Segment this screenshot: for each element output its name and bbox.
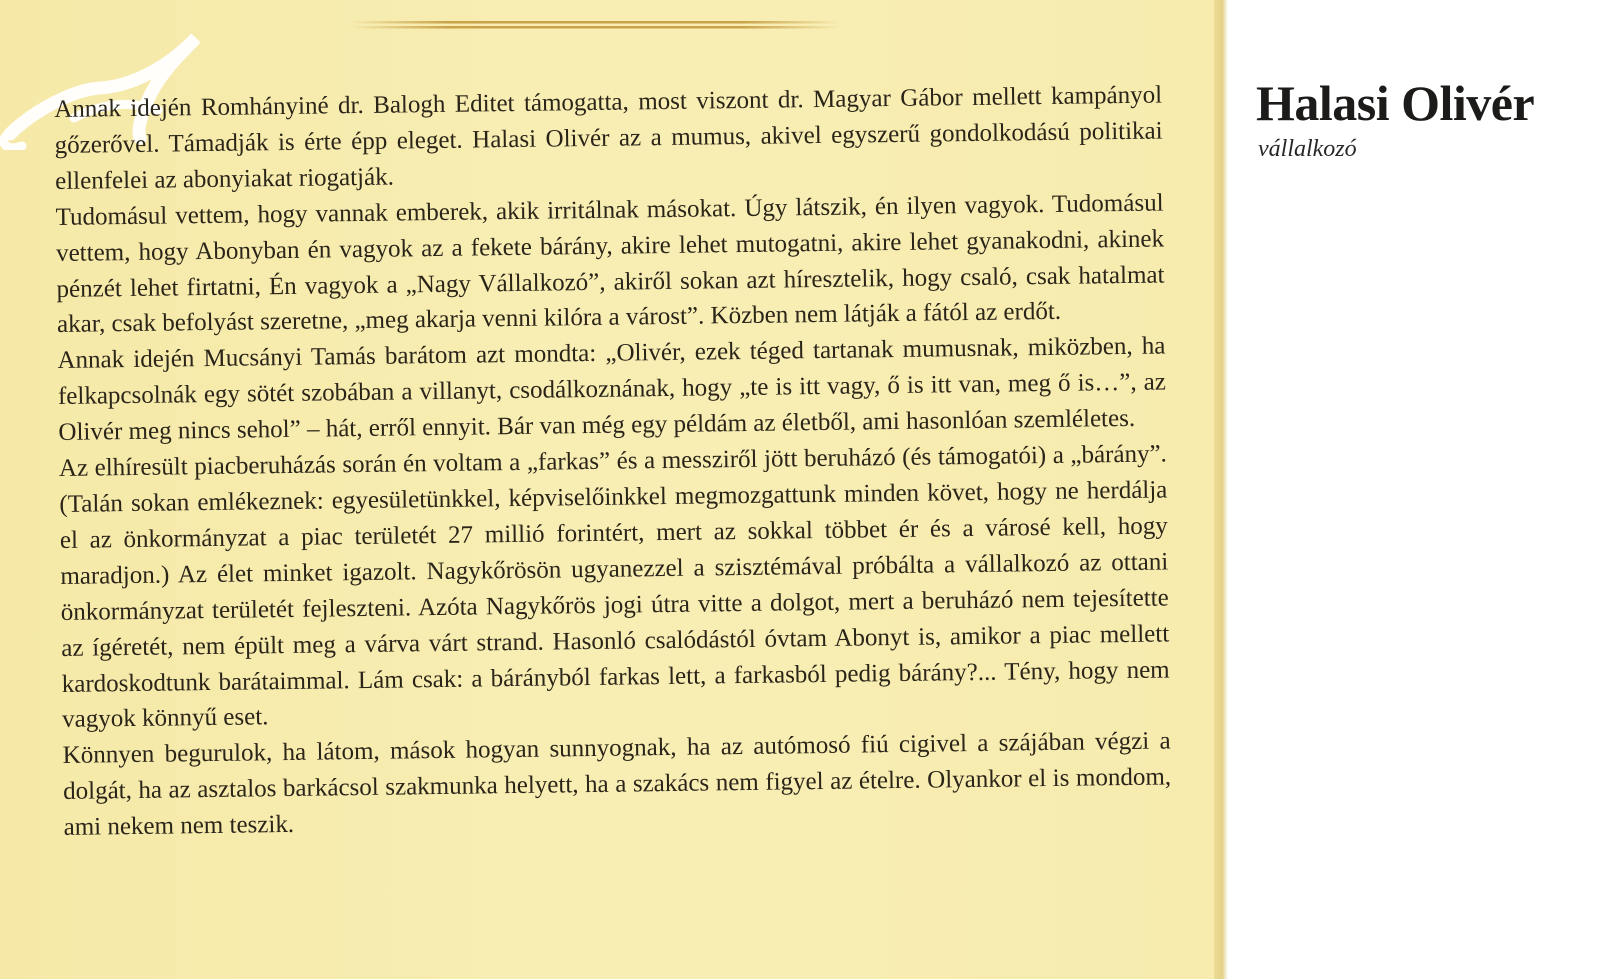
- paper-edge-shadow: [1214, 0, 1228, 979]
- gold-ornament-rule: [350, 18, 840, 32]
- author-role: vállalkozó: [1258, 136, 1357, 162]
- author-name: Halasi Olivér: [1256, 75, 1535, 131]
- article-paragraph: Annak idején Romhányiné dr. Balogh Editet támogatta, most viszont dr. Magyar Gábor mellett kampányol gőzerővel. Támadják is érte épp eleget. Halasi Olivér az a mumus, akivel egyszerű gondolkodású politikai ellenfelei az abonyiakat riogatják.: [54, 81, 1163, 195]
- article-paragraph: Az elhíresült piacberuházás során én voltam a „farkas” és a messziről jött beruházó (és támogatói) a „bárány”. (Talán sokan emlékeznek: egyesületünkkel, képviselőinkkel megmozgattunk minden követ, hogy ne herdálja el az önkormányzat a piac területét 27 millió forintért, mert az sokkal többet ér és a városé kell, hogy maradjon.) Az élet minket igazolt. Nagykőrösön ugyanezzel a szisztémával próbálta a vállalkozó az ottani önkormányzat területét fejleszteni. Azóta Nagykőrös jogi útra vitte a dolgot, mert a beruházó nem tejesítette az ígéretét, nem épült meg a várva várt strand. Hasonló csalódástól óvtam Abonyt is, amikor a piac mellett kardoskodtunk barátaimmal. Lám csak: a bárányból farkas lett, a farkasból pedig bárány?... Tény, hogy nem vagyok könnyű eset.: [58, 440, 1170, 734]
- author-panel: [1230, 0, 1600, 979]
- article-paragraph: Tudomásul vettem, hogy vannak emberek, akik irritálnak másokat. Úgy látszik, én ilyen vagyok. Tudomásul vettem, hogy Abonyban én vagyok az a fekete bárány, akire lehet mutogatni, akire lehet gyanakodni, akinek pénzét lehet firtatni, Én vagyok a „Nagy Vállalkozó”, akiről sokan azt híresztelik, hogy csaló, csak hatalmat akar, csak befolyást szeretne, „meg akarja venni kilóra a várost”. Közben nem látják a fától az erdőt.: [55, 189, 1165, 339]
- article-body: [54, 77, 1172, 845]
- article-paragraph: Könnyen begurulok, ha látom, mások hogyan sunnyognak, ha az autómosó fiú cigivel a szájában végzi a dolgát, ha az asztalos barkácsol szakmunka helyett, ha a szakács nem figyel az ételre. Olyankor el is mondom, ami nekem nem teszik.: [62, 727, 1172, 842]
- article-paragraph: Annak idején Mucsányi Tamás barátom azt mondta: „Olivér, ezek téged tartanak mumusnak, miközben, ha felkapcsolnák egy sötét szobában a villanyt, csodálkoznának, hogy „te is itt vagy, ő is itt van, meg ő is…”, az Olivér meg nincs sehol” – hát, erről ennyit. Bár van még egy példám az életből, ami hasonlóan szemléletes.: [57, 332, 1167, 447]
